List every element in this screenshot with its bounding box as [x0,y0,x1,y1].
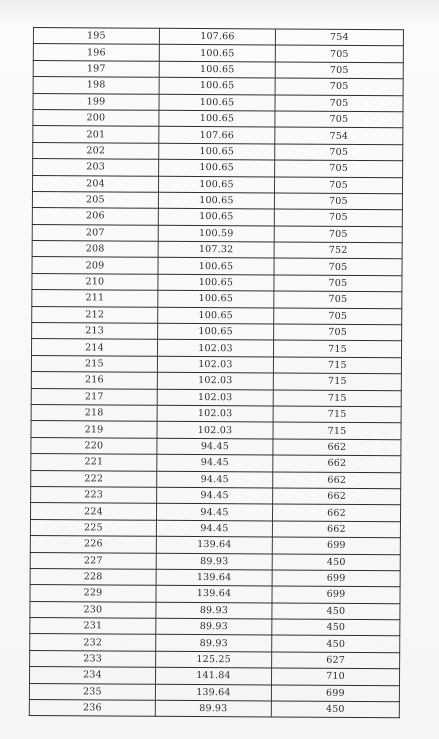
value-cell: 94.45 [156,504,272,521]
row-number-cell: 226 [30,536,156,553]
value-cell: 89.93 [156,553,272,570]
row-number-cell: 232 [30,634,156,651]
value-cell: 100.65 [158,307,274,324]
row-number-cell: 209 [32,257,158,274]
table-row [30,634,400,653]
value-cell: 89.93 [156,635,272,652]
row-number-cell: 205 [32,191,158,208]
value-cell: 89.93 [156,618,272,635]
value-cell: 94.45 [157,487,273,504]
row-number-cell: 214 [31,339,157,356]
table-row [32,208,402,227]
value-cell: 100.65 [159,110,275,127]
table-row [32,273,402,292]
value-cell: 100.65 [158,323,274,340]
row-number-cell: 235 [29,683,155,700]
row-number-cell: 230 [30,601,156,618]
value-cell: 100.65 [158,176,274,193]
row-number-cell: 195 [33,28,159,45]
value-cell: 100.65 [158,274,274,291]
row-number-cell: 206 [32,208,158,225]
value-cell: 107.66 [159,28,275,45]
table-row [32,241,402,260]
value-cell: 100.65 [158,258,274,275]
value-cell: 139.64 [155,684,271,701]
table-row [33,93,403,112]
row-number-cell: 228 [30,568,156,585]
data-table-body [29,28,403,719]
value-cell: 100.65 [159,143,275,160]
amount-cell: 662 [272,521,400,538]
value-cell: 100.59 [158,225,274,242]
amount-cell: 699 [272,570,400,587]
row-number-cell: 196 [33,44,159,61]
amount-cell: 715 [273,406,401,423]
amount-cell: 662 [272,504,400,521]
amount-cell: 705 [274,193,402,210]
table-row [32,224,402,243]
row-number-cell: 227 [30,552,156,569]
table-row [31,437,401,456]
amount-cell: 705 [274,291,402,308]
row-number-cell: 223 [31,486,157,503]
table-row [32,290,402,309]
row-number-cell: 234 [29,667,155,684]
amount-cell: 662 [273,488,401,505]
row-number-cell: 225 [30,519,156,536]
table-row [32,175,402,194]
table-row [31,421,401,440]
table-row [30,618,400,637]
amount-cell: 705 [274,258,402,275]
amount-cell: 715 [273,390,401,407]
row-number-cell: 215 [31,355,157,372]
row-number-cell: 220 [31,437,157,454]
amount-cell: 705 [275,144,403,161]
row-number-cell: 213 [32,323,158,340]
amount-cell: 450 [271,701,399,718]
row-number-cell: 219 [31,421,157,438]
value-cell: 100.65 [158,209,274,226]
table-row [31,454,401,473]
row-number-cell: 203 [33,159,159,176]
amount-cell: 710 [271,668,399,685]
value-cell: 94.45 [157,438,273,455]
amount-cell: 627 [272,652,400,669]
value-cell: 107.32 [158,241,274,258]
amount-cell: 705 [275,78,403,95]
row-number-cell: 216 [31,372,157,389]
amount-cell: 699 [272,586,400,603]
value-cell: 125.25 [156,651,272,668]
amount-cell: 705 [274,275,402,292]
table-row [33,126,403,145]
value-cell: 141.84 [155,667,271,684]
row-number-cell: 200 [33,109,159,126]
value-cell: 100.65 [159,61,275,78]
table-row [31,355,401,374]
value-cell: 102.03 [157,372,273,389]
amount-cell: 705 [274,226,402,243]
row-number-cell: 217 [31,388,157,405]
row-number-cell: 231 [30,618,156,635]
table-row [33,142,403,161]
value-cell: 100.65 [159,45,275,62]
table-row [31,486,401,505]
table-row [30,650,400,669]
row-number-cell: 207 [32,224,158,241]
value-cell: 94.45 [156,520,272,537]
table-row [32,257,402,276]
table-row [33,109,403,128]
amount-cell: 705 [275,111,403,128]
amount-cell: 752 [274,242,402,259]
row-number-cell: 233 [30,650,156,667]
table-row [31,339,401,358]
table-row [29,700,399,719]
amount-cell: 662 [273,439,401,456]
amount-cell: 705 [275,95,403,112]
row-number-cell: 212 [32,306,158,323]
table-row [31,388,401,407]
row-number-cell: 229 [30,585,156,602]
value-cell: 102.03 [157,405,273,422]
data-table [29,27,404,719]
value-cell: 100.65 [159,94,275,111]
amount-cell: 705 [275,62,403,79]
table-row [29,683,399,702]
amount-cell: 699 [272,537,400,554]
value-cell: 102.03 [157,340,273,357]
table-row [33,159,403,178]
amount-cell: 705 [275,45,403,62]
table-row [31,372,401,391]
row-number-cell: 218 [31,404,157,421]
table-row [30,519,400,538]
amount-cell: 705 [274,308,402,325]
table-row [30,568,400,587]
table-row [31,404,401,423]
value-cell: 100.65 [159,77,275,94]
row-number-cell: 201 [33,126,159,143]
row-number-cell: 202 [33,142,159,159]
amount-cell: 705 [274,176,402,193]
value-cell: 102.03 [157,356,273,373]
table-row [30,536,400,555]
value-cell: 94.45 [157,454,273,471]
table-row [32,191,402,210]
table-row [33,60,403,79]
row-number-cell: 198 [33,77,159,94]
value-cell: 102.03 [157,422,273,439]
value-cell: 139.64 [156,586,272,603]
table-row [32,306,402,325]
amount-cell: 699 [271,685,399,702]
value-cell: 100.65 [158,192,274,209]
amount-cell: 754 [275,127,403,144]
table-row [33,77,403,96]
value-cell: 107.66 [159,127,275,144]
row-number-cell: 210 [32,273,158,290]
value-cell: 89.93 [156,602,272,619]
row-number-cell: 208 [32,241,158,258]
row-number-cell: 199 [33,93,159,110]
page-top-shadow [0,0,439,26]
value-cell: 102.03 [157,389,273,406]
row-number-cell: 236 [29,700,155,717]
row-number-cell: 222 [31,470,157,487]
amount-cell: 715 [273,422,401,439]
value-cell: 139.64 [156,536,272,553]
row-number-cell: 211 [32,290,158,307]
amount-cell: 715 [273,340,401,357]
amount-cell: 715 [273,357,401,374]
row-number-cell: 224 [30,503,156,520]
amount-cell: 450 [272,553,400,570]
row-number-cell: 197 [33,60,159,77]
table-row [33,44,403,63]
amount-cell: 450 [272,635,400,652]
table-row [30,601,400,620]
amount-cell: 705 [274,324,402,341]
table-row [29,667,399,686]
amount-cell: 705 [275,160,403,177]
value-cell: 89.93 [155,700,271,717]
value-cell: 100.65 [159,159,275,176]
table-row [30,585,400,604]
amount-cell: 705 [274,209,402,226]
row-number-cell: 204 [32,175,158,192]
amount-cell: 662 [273,455,401,472]
amount-cell: 754 [275,29,403,46]
amount-cell: 450 [272,603,400,620]
amount-cell: 715 [273,373,401,390]
value-cell: 100.65 [158,291,274,308]
amount-cell: 662 [273,472,401,489]
table-row [32,323,402,342]
value-cell: 139.64 [156,569,272,586]
row-number-cell: 221 [31,454,157,471]
amount-cell: 450 [272,619,400,636]
value-cell: 94.45 [157,471,273,488]
table-row [31,470,401,489]
table-row [33,28,403,47]
table-row [30,552,400,571]
table-row [30,503,400,522]
